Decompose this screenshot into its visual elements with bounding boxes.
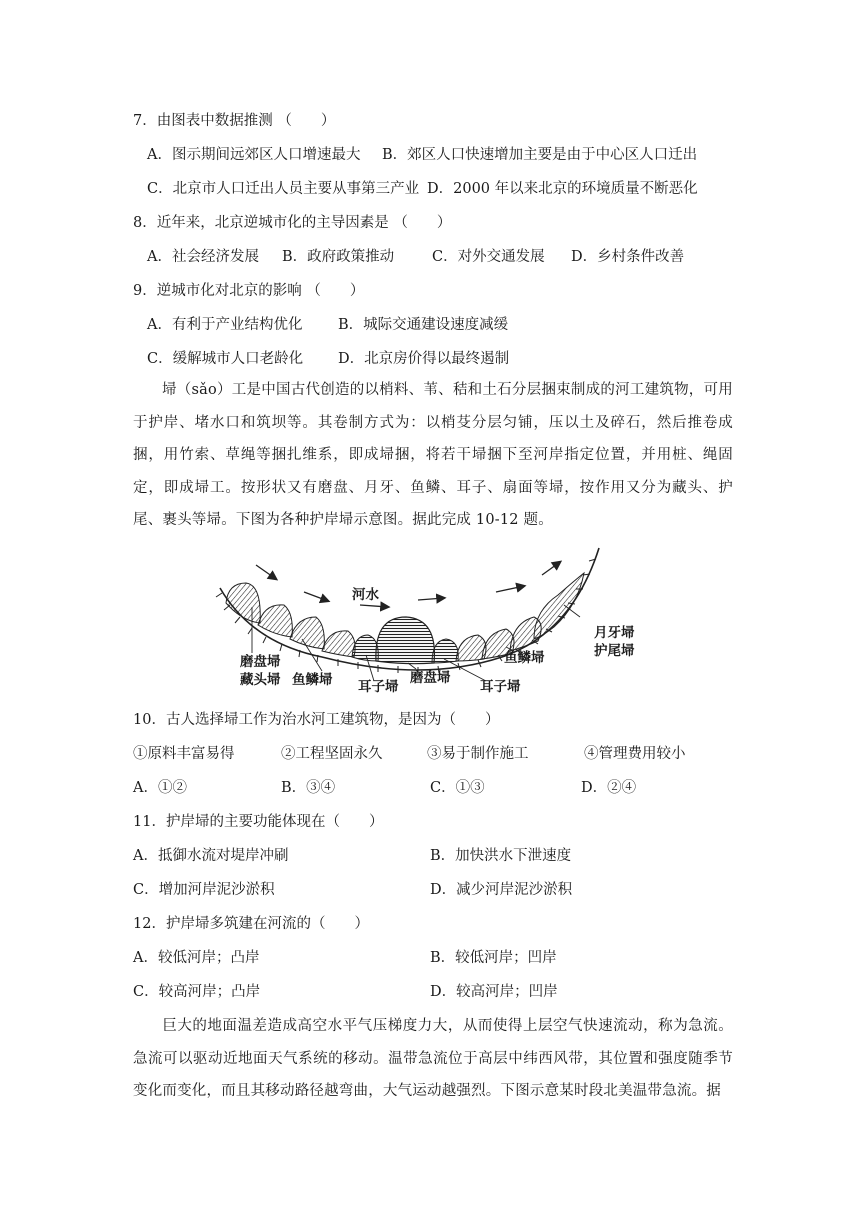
q12-option-d: D．较高河岸；凹岸 — [430, 984, 558, 1000]
label-fish-scale-left: 鱼鳞埽 — [292, 672, 333, 688]
q10-stem: 10．古人选择埽工作为治水河工建筑物，是因为（ ） — [133, 712, 500, 728]
q8-option-d: D．乡村条件改善 — [571, 249, 685, 265]
fish-scale-right-1 — [456, 635, 486, 661]
moon-sao-shape — [534, 573, 584, 639]
q10-option-d: D．②④ — [581, 780, 637, 796]
q10-option-b: B．③④ — [281, 780, 336, 796]
q10-statement-4: ④管理费用较小 — [584, 746, 686, 762]
erzi-sao-left-shape — [352, 635, 378, 661]
label-mopan-mid: 磨盘埽 — [410, 670, 451, 686]
q8-stem: 8．近年来，北京逆城市化的主导因素是 （ ） — [133, 215, 452, 231]
q10-option-a: A．①② — [133, 780, 187, 796]
q11-option-d: D．减少河岸泥沙淤积 — [430, 882, 573, 898]
passage-sao-gong — [133, 374, 733, 537]
passage-jet-stream — [133, 1010, 733, 1108]
q11-option-a: A．抵御水流对堤岸冲刷 — [133, 848, 289, 864]
q12-option-c: C．较高河岸；凸岸 — [133, 984, 261, 1000]
q11-option-c: C．增加河岸泥沙淤积 — [133, 882, 275, 898]
q9-option-b: B．城际交通建设速度减缓 — [338, 317, 509, 333]
fish-scale-left-3 — [322, 631, 355, 657]
mopan-sao-left-shape — [226, 583, 260, 623]
q8-option-c: C．对外交通发展 — [432, 249, 545, 265]
q8-option-a: A．社会经济发展 — [147, 249, 259, 265]
label-fish-scale-right: 鱼鳞埽 — [504, 650, 545, 666]
passage-jet-stream-text: 巨大的地面温差造成高空水平气压梯度力大，从而使得上层空气快速流动，称为急流。急流可以驱动近地面天气系统的移动。温带急流位于高层中纬西风带，其位置和强度随季节变化而变化，而且其移动路径越弯曲，大气运动越强烈。下图示意某时段北美温带急流。据 — [133, 1018, 733, 1100]
q11-stem: 11．护岸埽的主要功能体现在（ ） — [133, 814, 384, 830]
q9-option-c: C．缓解城市人口老龄化 — [147, 351, 304, 367]
q7-option-d: D．2000 年以来北京的环境质量不断恶化 — [427, 181, 698, 197]
q11-option-b: B．加快洪水下泄速度 — [430, 848, 572, 864]
q8-option-b: B．政府政策推动 — [282, 249, 395, 265]
q12-stem: 12．护岸埽多筑建在河流的（ ） — [133, 916, 369, 932]
label-tail-sao: 护尾埽 — [594, 643, 635, 659]
q10-option-c: C．①③ — [430, 780, 485, 796]
label-river: 河水 — [352, 587, 379, 603]
q9-option-d: D．北京房价得以最终遏制 — [338, 351, 510, 367]
q9-stem: 9．逆城市化对北京的影响 （ ） — [133, 283, 365, 299]
label-moon-sao: 月牙埽 — [594, 625, 635, 641]
q9-option-a: A．有利于产业结构优化 — [147, 317, 303, 333]
fish-scale-left-1 — [258, 605, 292, 637]
q7-option-a: A．图示期间远郊区人口增速最大 — [147, 147, 361, 163]
q7-option-b: B．郊区人口快速增加主要是由于中心区人口迁出 — [382, 147, 698, 163]
q10-statement-3: ③易于制作施工 — [427, 746, 529, 762]
passage-sao-gong-text: 埽（sǎo）工是中国古代创造的以梢料、苇、秸和土石分层捆束制成的河工建筑物，可用于护岸、堵水口和筑坝等。其卷制方式为：以梢芟分层匀铺，压以土及碎石，然后推卷成捆，用竹索、草绳等捆扎维系，即成埽捆，将若干埽捆下至河岸指定位置，并用桩、绳固定，即成埽工。按形状又有磨盘、月牙、鱼鳞、耳子、扇面等埽，按作用又分为藏头、护尾、裹头等埽。下图为各种护岸埽示意图。据此完成 10-12 题。 — [133, 382, 733, 529]
fish-scale-left-2 — [290, 617, 324, 649]
q7-stem: 7．由图表中数据推测 （ ） — [133, 113, 336, 129]
q10-statement-2: ②工程坚固永久 — [281, 746, 383, 762]
q10-statement-1: ①原料丰富易得 — [133, 746, 235, 762]
mopan-sao-mid-shape — [376, 617, 435, 664]
q12-option-a: A．较低河岸；凸岸 — [133, 950, 260, 966]
q12-option-b: B．较低河岸；凹岸 — [430, 950, 557, 966]
sao-diagram — [212, 543, 642, 695]
label-cangtou: 藏头埽 — [240, 672, 281, 688]
flow-arrows — [256, 562, 560, 607]
q7-option-c: C．北京市人口迁出人员主要从事第三产业 — [147, 181, 420, 197]
label-mopan-left: 磨盘埽 — [240, 654, 281, 670]
label-erzi-right: 耳子埽 — [480, 679, 521, 695]
label-erzi-left: 耳子埽 — [358, 679, 399, 695]
